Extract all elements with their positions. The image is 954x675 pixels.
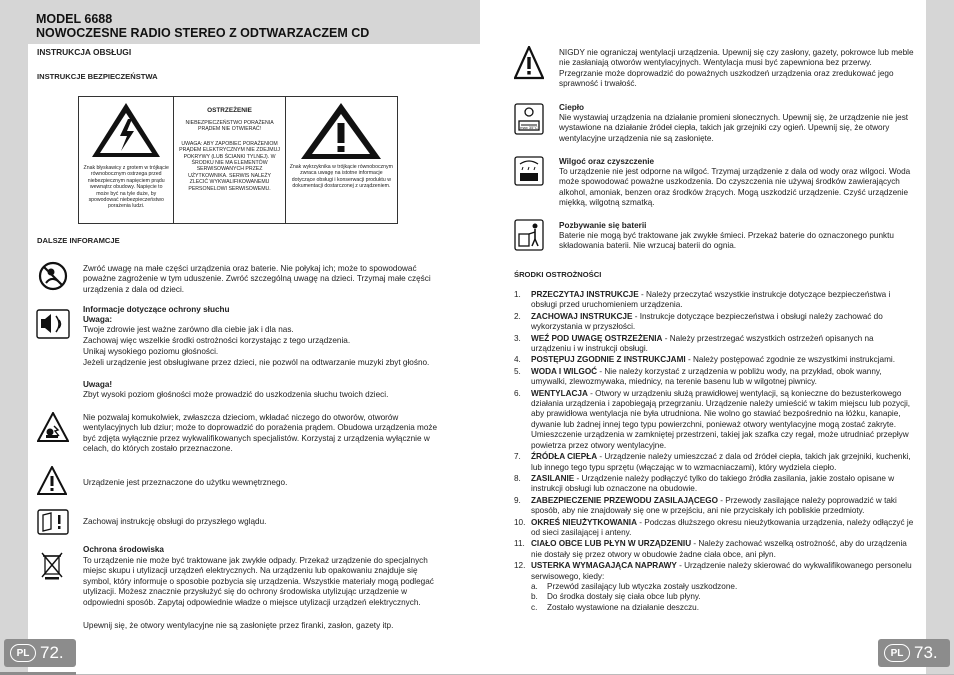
list-item: 7. ŹRÓDŁA CIEPŁA - Urządzenie należy umieszczać z dala od źródeł ciepła, takich jak grzejniki, kuchenki, lub innego tego typu sprzętu (włączając w to wzmacniaczami), który wydziela ciepło. <box>514 452 911 472</box>
hearing-attention-label-2: Uwaga! <box>83 380 113 389</box>
keep-manual-text: Zachowaj instrukcję obsługi do przyszłego wglądu. <box>83 517 267 526</box>
model-name: MODEL 6688 <box>36 12 113 26</box>
exclamation-warning-icon <box>299 101 383 161</box>
temperature-label: max 35°C <box>520 125 538 130</box>
shock-hazard-icon <box>37 412 69 442</box>
list-item: 3. WEŹ POD UWAGĘ OSTRZEŻENIA - Należy przestrzegać wszystkich ostrzeżeń opisanych na urządzeniu i w instrukcji obsługi. <box>514 333 874 354</box>
page-number-left <box>4 639 76 667</box>
language-badge-right: PL <box>884 644 910 662</box>
lightning-warning-text: Znak błyskawicy z grotem w trójkącie równobocznym ostrzega przed niebezpiecznym napięciem prądu wewnątrz obudowy. Napięcie to może być na tyle duże, by spowodować niebezpieczeństwo porażenia ludzi. <box>83 165 169 210</box>
precautions-list <box>514 290 914 614</box>
model-title <box>36 12 369 40</box>
list-item: 9. ZABEZPIECZENIE PRZEWODU ZASILAJĄCEGO - Przewody zasilające należy poprowadzić w taki sposób, aby nie znajdowały się one w przejściu, ani nie przyciskały ich pobliskie przedmioty. <box>514 495 897 516</box>
page-number-left-value: 72. <box>40 643 64 662</box>
warning-heading: OSTRZEŻENIE <box>207 107 252 114</box>
model-subtitle: NOWOCZESNE RADIO STEREO Z ODTWARZACZEM CD <box>36 26 370 40</box>
list-item: 5. WODA I WILGOĆ - Nie należy korzystać z urządzenia w pobliżu wody, na przykład, obok wanny, umywalki, zlewozmywaka, miednicy, na terenie basenu lub w wilgotnej piwnicy. <box>514 366 882 387</box>
heat-text: Nie wystawiaj urządzenia na działanie promieni słonecznych. Upewnij się, że urządzenie nie jest wystawione na działanie źródeł ciepła, takich jak grzejniki czy ogień. Upewnij się, że otwory wentylacyjne urządzenia nie są zasłonięte. <box>559 113 909 143</box>
hearing-attention-label: Uwaga: <box>83 315 113 324</box>
indoor-use-icon <box>37 466 67 496</box>
objects-warning-text: Nie pozwalaj komukolwiek, zwłaszcza dzieciom, wkładać niczego do otworów, otworów wentylacyjnych lub dziur; może to doprowadzić do porażenia prądem. Obudowa urządzenia może być zdjęta wyłącznie przez wykwalifikowanych specjalistów. Korzystaj z urządzenia wyłącznie w celach, do których zostało przeznaczone. <box>83 413 438 454</box>
no-children-icon <box>38 261 68 291</box>
battery-text: Baterie nie mogą być traktowane jak zwykłe śmieci. Przekaż baterie do oznaczonego punktu składowania baterii. Nie wrzucaj baterii do ognia. <box>559 231 894 251</box>
manual-book-icon <box>37 509 69 535</box>
language-badge-left: PL <box>10 644 36 662</box>
hearing-protection-icon <box>36 309 70 339</box>
warning-text-2: UWAGA: ABY ZAPOBIEC PORAŻENIOM PRĄDEM ELEKTRYCZNYM NIE ZDEJMUJ POKRYWY (LUB ŚCIANKI TYLNEJ). W ŚRODKU NIE MA ELEMENTÓW SERWISOWANYCH PRZEZ UŻYTKOWNIKA. SERWIS NALEŻY ZLECIĆ WYKWALIFIKOWANEMU PERSONELOWI SERWISOWEMU. <box>179 140 280 192</box>
battery-title: Pozbywanie się baterii <box>559 221 647 230</box>
recycle-bin-icon <box>40 550 64 580</box>
warning-cell-text <box>174 97 285 223</box>
hearing-line-3: Unikaj wysokiego poziomu głośności. <box>83 347 219 356</box>
moisture-text: To urządzenie nie jest odporne na wilgoć. Trzymaj urządzenie z dala od wody oraz wilgoci. Woda może spowodować poważne uszkodzenia. Do czyszczenia nie używaj środków zawierających alkohol, amoniak, benzen oraz środków żrących. Mogą uszkodzić urządzenie. Czyść urządzenie miękką, wilgotną szmatką. <box>559 167 911 208</box>
sub-list-item: a. Przewód zasilający lub wtyczka zostały uszkodzone. <box>531 581 738 591</box>
moisture-title: Wilgoć oraz czyszczenie <box>559 157 655 166</box>
hearing-line-2: Zachowaj więc wszelkie środki ostrożności korzystając z tego urządzenia. <box>83 336 351 345</box>
left-sidebar <box>0 0 28 675</box>
page-number-right-value: 73. <box>914 643 938 662</box>
warning-text-1: NIEBEZPIECZEŃSTWO PORAŻENIA PRĄDEM NIE OTWIERAĆ! <box>185 120 274 133</box>
environment-text: To urządzenie nie może być traktowane jak zwykłe odpady. Przekaż urządzenie do specjalnych miejsc skupu i utylizacji urządzeń elektrycznych. Na urządzeniu lub opakowaniu znajduje się symbol, który informuje o sposobie pozbycia się urządzenia. Wszystkie materiały mogą podlegać utylizacji. Możesz znacznie przysłużyć się do ochrony środowiska utylizując urządzenie w odpowiedni sposób. Zapytaj odpowiednie władze o miejsce utylizacji urządzeń elektrycznych. <box>83 556 434 607</box>
warning-table <box>78 96 398 224</box>
ventilation-text: NIGDY nie ograniczaj wentylacji urządzenia. Upewnij się czy zasłony, gazety, pokrowce lub meble nie zasłaniają otworów wentylacyjnych. Wentylacja musi być zapewniona bez przerwy. Przegrzanie może doprowadzić do poważnych uszkodzeń urządzenia oraz zredukować jego sprawność i trwałość. <box>559 48 914 89</box>
list-item: 10. OKREŚ NIEUŻYTKOWANIA - Podczas dłuższego okresu nieużytkowania urządzenia, należy odłączyć je od sieci zasilającej i anteny. <box>514 517 914 537</box>
precautions-title: ŚRODKI OSTROŻNOŚCI <box>514 270 602 279</box>
hearing-line-4: Jeżeli urządzenie jest obsługiwane przez dzieci, nie pozwól na odtwarzanie muzyki zbyt głośno. <box>83 358 430 367</box>
hearing-line-5: Zbyt wysoki poziom głośności może prowadzić do uszkodzenia słuchu twoich dzieci. <box>83 390 389 399</box>
list-item: 1. PRZECZYTAJ INSTRUKCJE - Należy przeczytać wszystkie instrukcje dotyczące bezpieczeństwa i obsługi przed uruchomieniem urządzenia. <box>514 290 891 310</box>
hearing-title: Informacje dotyczące ochrony słuchu <box>83 305 230 314</box>
list-item: 8. ZASILANIE - Urządzenie należy podłączyć tylko do takiego źródła zasilania, jakie zostało opisane w instrukcji obsługi lub oznaczone na obudowie. <box>514 473 895 494</box>
list-item: 12. USTERKA WYMAGAJĄCA NAPRAWY - Urządzenie należy skierować do wykwalifikowanego personelu serwisowego, kiedy: a. Przewód zasilający lub wtyczka zostały uszkodzone. b. Do środka dostały się ciała obce lub płyny. c. Zostało wystawione na działanie deszczu. <box>514 561 914 613</box>
page-number-right <box>878 639 950 667</box>
list-item: 2. ZACHOWAJ INSTRUKCJE - Instrukcje dotyczące bezpieczeństwa i obsługi należy zachować do wykorzystania w przyszłości. <box>514 311 883 332</box>
right-sidebar <box>926 0 954 675</box>
heat-title: Ciepło <box>559 103 585 112</box>
warning-cell-lightning <box>79 97 174 223</box>
environment-title: Ochrona środowiska <box>83 545 164 554</box>
sub-list-item: b. Do środka dostały się ciała obce lub płyny. <box>531 592 701 602</box>
ventilation-warning-icon <box>514 46 544 80</box>
sub-list-item: c. Zostało wystawione na działanie deszczu. <box>531 602 700 612</box>
safety-title: INSTRUKCJE BEZPIECZEŃSTWA <box>37 72 158 81</box>
battery-disposal-icon <box>514 219 544 251</box>
list-item: 11. CIAŁO OBCE LUB PŁYN W URZĄDZENIU - Należy zachować wszelką ostrożność, aby do urządzenia nie dostały się przez otwory w obudowie żadne ciała obce, ani płyn. <box>514 539 907 559</box>
warning-cell-exclamation <box>286 97 397 223</box>
heat-icon <box>514 103 544 135</box>
section-title: INSTRUKCJA OBSŁUGI <box>37 47 132 57</box>
hearing-line-1: Twoje zdrowie jest ważne zarówno dla ciebie jak i dla nas. <box>83 325 294 334</box>
list-item: 4. POSTĘPUJ ZGODNIE Z INSTRUKCJAMI - Należy postępować zgodnie ze wszystkimi instrukcjami. <box>514 355 895 365</box>
more-info-title: DALSZE INFORAMCJE <box>37 236 120 245</box>
list-item: 6. WENTYLACJA - Otwory w urządzeniu służą prawidłowej wentylacji, są konieczne do bezusterkowego działania urządzenia i zapobiegają przegrzaniu. Urządzenie należy umieścić w takim miejscu lub pozycji, aby prawidłowa wentylacja nie była utrudniona. Nie wolno go stawiać bezpośrednio na łóżku, kanapie, dywanie lub żadnej innej tego typu powierzchni, ponieważ otwory wentylacyjne mogą zostać zakryte. Umieszczenie urządzenia w zamkniętej przestrzeni, takiej jak szafka czy regał, może utrudniać przepływ powietrza przez otwory wentylacyjne. <box>514 388 911 450</box>
indoor-use-text: Urządzenie jest przeznaczone do użytku wewnętrznego. <box>83 478 288 487</box>
moisture-icon <box>514 156 544 186</box>
small-parts-text: Zwróć uwagę na małe części urządzenia oraz baterie. Nie połykaj ich; może to spowodować poważne zagrożenie w tym uduszenie. Zwróć szczególną uwagę na dzieci. Trzymaj małe części urządzenia z dala od dzieci. <box>83 264 431 294</box>
exclamation-warning-text: Znak wykrzyknika w trójkącie równobocznym zwraca uwagę na istotne informacje dotyczące obsługi i konserwacji produktu w dokumentacji dostarczonej z urządzeniem. <box>289 164 393 190</box>
environment-text-2: Upewnij się, że otwory wentylacyjne nie są zasłonięte przez firanki, zasłon, gazety itp. <box>83 621 394 630</box>
lightning-warning-icon <box>90 101 162 159</box>
